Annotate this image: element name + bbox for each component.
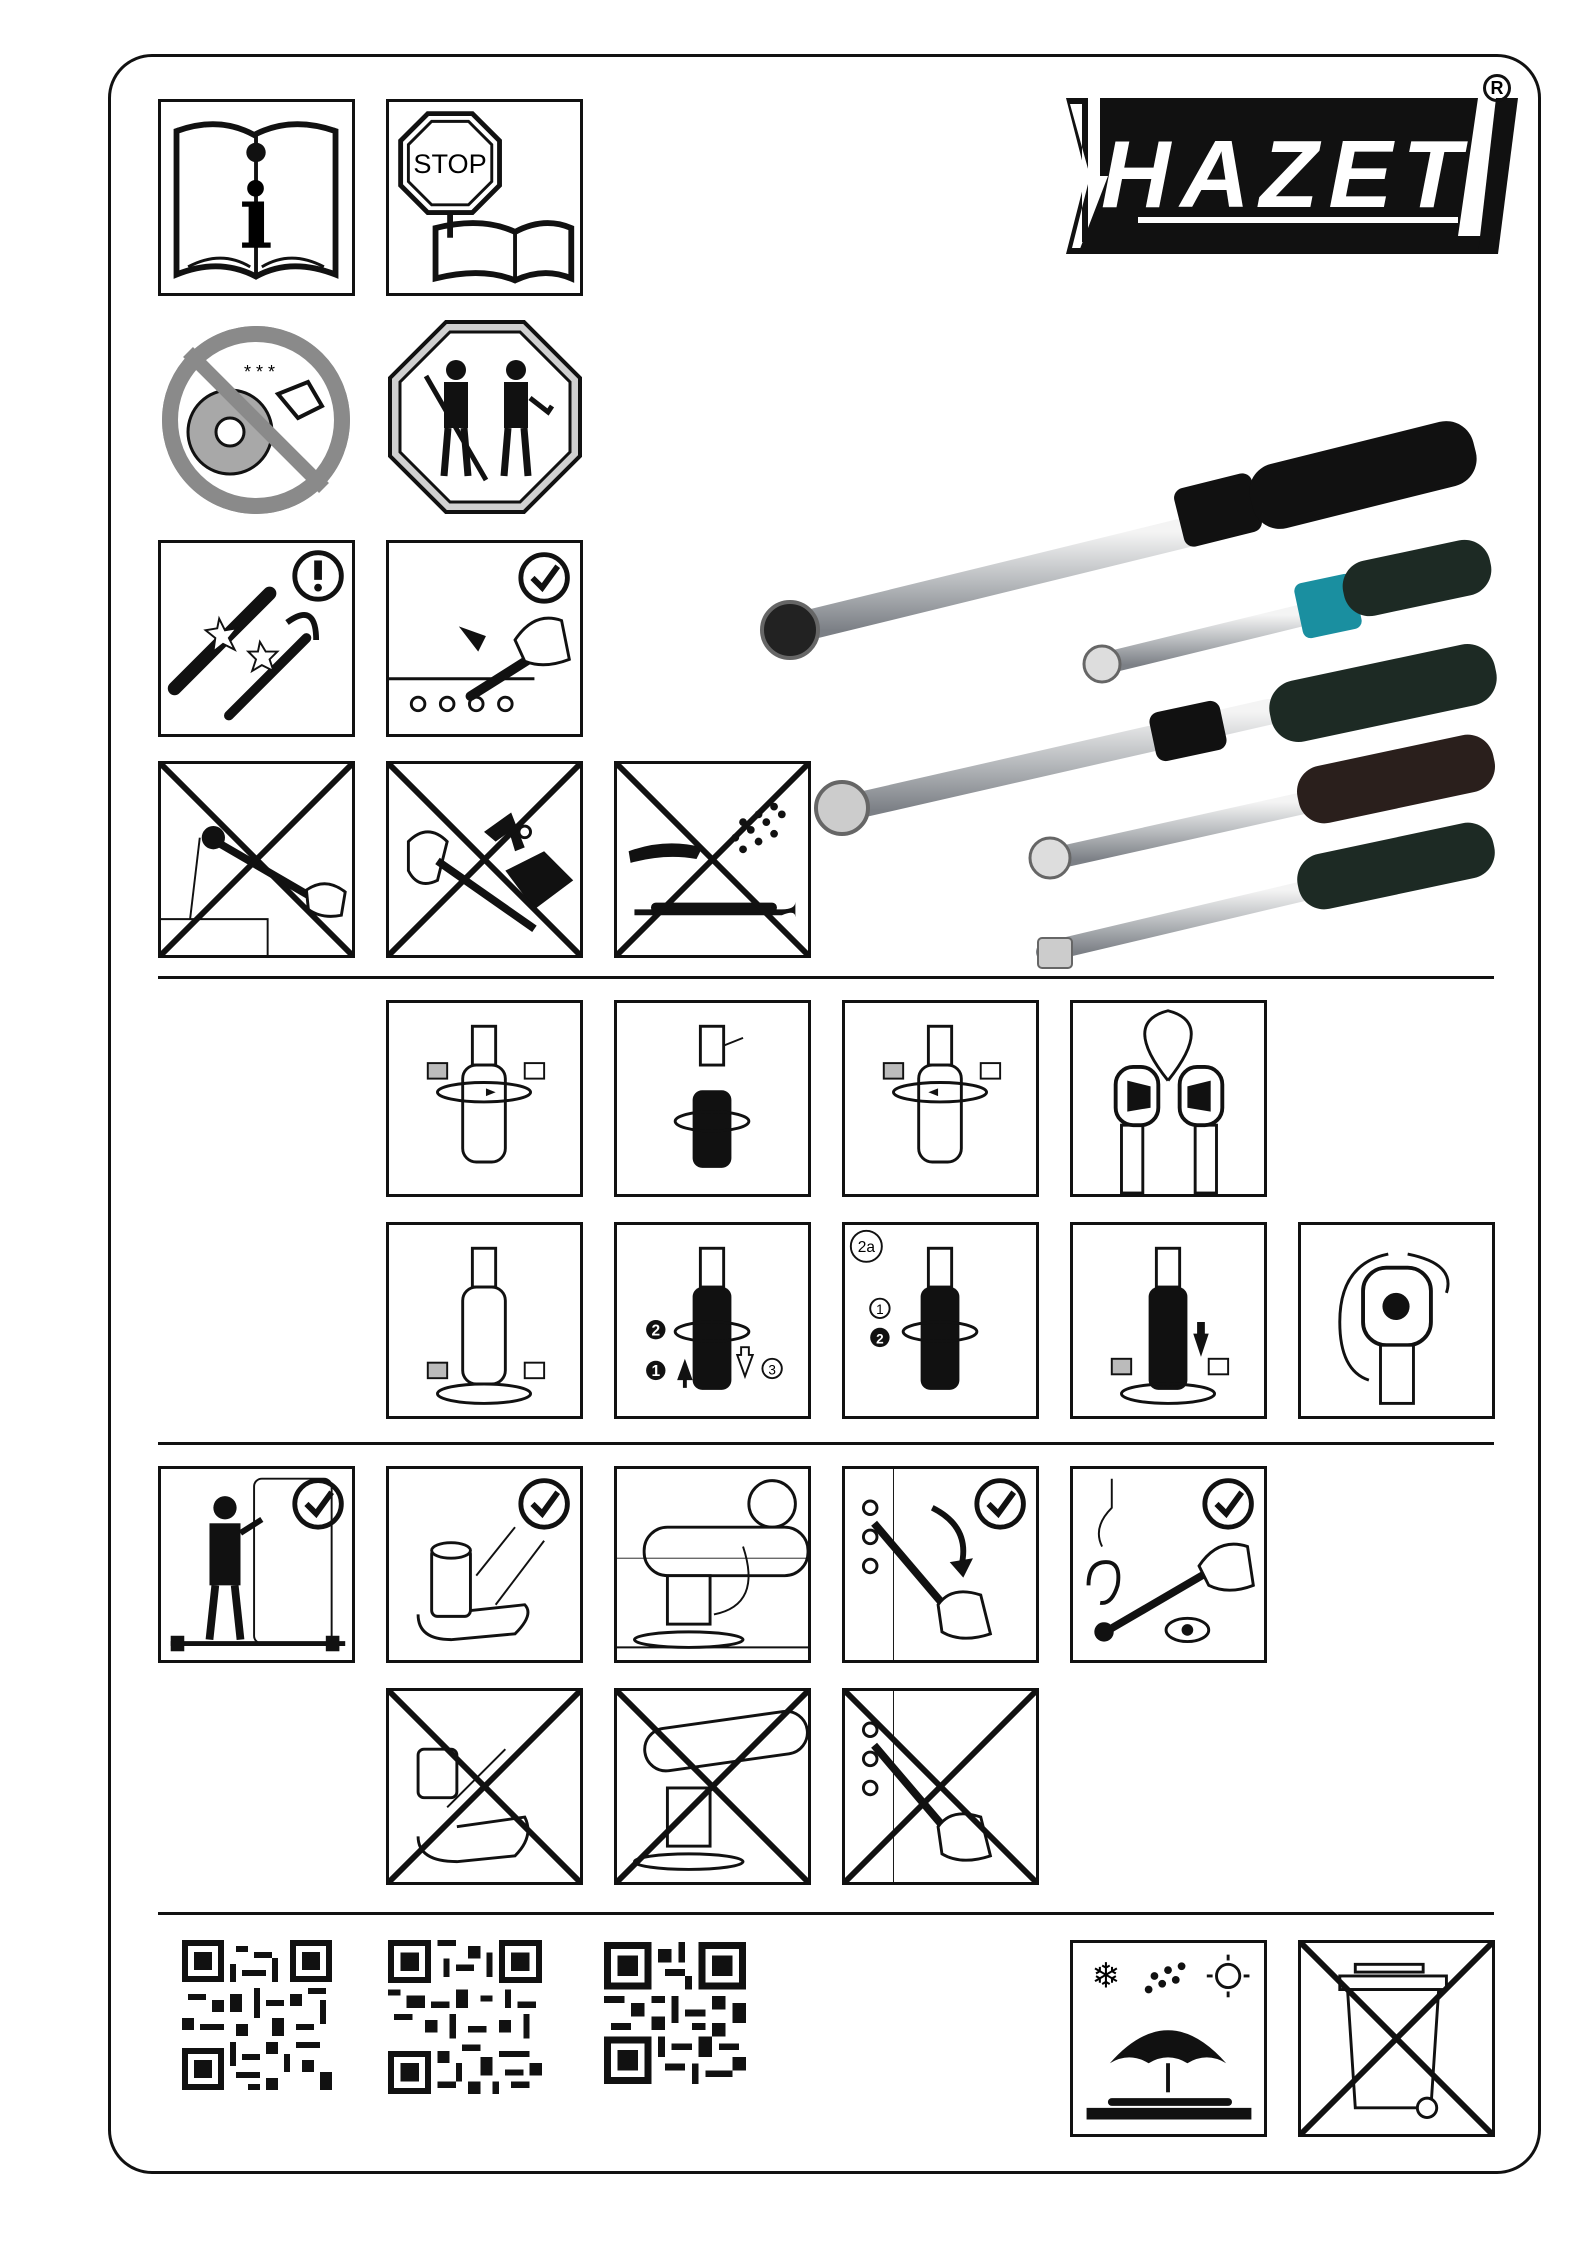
- section-divider-1: [158, 976, 1494, 979]
- qr-code-2[interactable]: [388, 1940, 542, 2094]
- step-2-bold-2a: 2: [876, 1331, 884, 1347]
- lock-slide-icon: [1070, 1222, 1267, 1419]
- no-household-waste-icon: [1298, 1940, 1495, 2137]
- listen-click-icon: [1070, 1466, 1267, 1663]
- svg-text:* * *: * * *: [244, 362, 276, 382]
- step-2a-label: 2a: [857, 1239, 875, 1257]
- release-icon: [386, 1222, 583, 1419]
- registered-mark: R: [1483, 74, 1511, 102]
- info-letter: i: [239, 164, 273, 270]
- read-manual-icon: [158, 99, 355, 296]
- torque-wrench-1: [762, 420, 1483, 658]
- no-wrong-angle-icon: [842, 1688, 1039, 1885]
- svg-text:❄: ❄: [1091, 1956, 1121, 1997]
- no-angled-use-icon: [158, 761, 355, 958]
- calibration-station-icon: [158, 1466, 355, 1663]
- apply-force-icon: [842, 1466, 1039, 1663]
- qr-code-3[interactable]: [604, 1942, 746, 2084]
- unlock-adjust-icon: [386, 1000, 583, 1197]
- qualified-personnel-only-icon: [386, 318, 583, 515]
- ratchet-direction-icon: [1070, 1000, 1267, 1197]
- warning-impact-icon: [158, 540, 355, 737]
- torque-wrench-product-photo: [748, 420, 1500, 980]
- socket-fit-icon: [386, 1466, 583, 1663]
- no-angled-tester-icon: [614, 1688, 811, 1885]
- set-value-2a-icon: [842, 1222, 1039, 1419]
- set-value-steps-icon: [614, 1222, 811, 1419]
- qr-code-1[interactable]: [182, 1940, 332, 2090]
- store-dry-icon: [1070, 1940, 1267, 2137]
- step-2-bold: 2: [651, 1322, 661, 1340]
- stop-read-manual-icon: [386, 99, 583, 296]
- stop-label: STOP: [413, 147, 487, 179]
- brand-name: HAZET: [1101, 121, 1471, 228]
- turn-handle-icon: [614, 1000, 811, 1197]
- no-grinding-icon: [158, 322, 355, 519]
- correct-usage-icon: [386, 540, 583, 737]
- no-lever-extension-icon: [386, 761, 583, 958]
- section-divider-2: [158, 1442, 1494, 1445]
- step-1-bold: 1: [651, 1363, 661, 1381]
- step-3-circled: 3: [768, 1362, 776, 1378]
- section-divider-3: [158, 1912, 1494, 1915]
- no-tilted-socket-icon: [386, 1688, 583, 1885]
- torque-tester-icon: [614, 1466, 811, 1663]
- lock-icon: [842, 1000, 1039, 1197]
- step-1-circled: 1: [876, 1302, 884, 1318]
- reverse-ratchet-icon: [1298, 1222, 1495, 1419]
